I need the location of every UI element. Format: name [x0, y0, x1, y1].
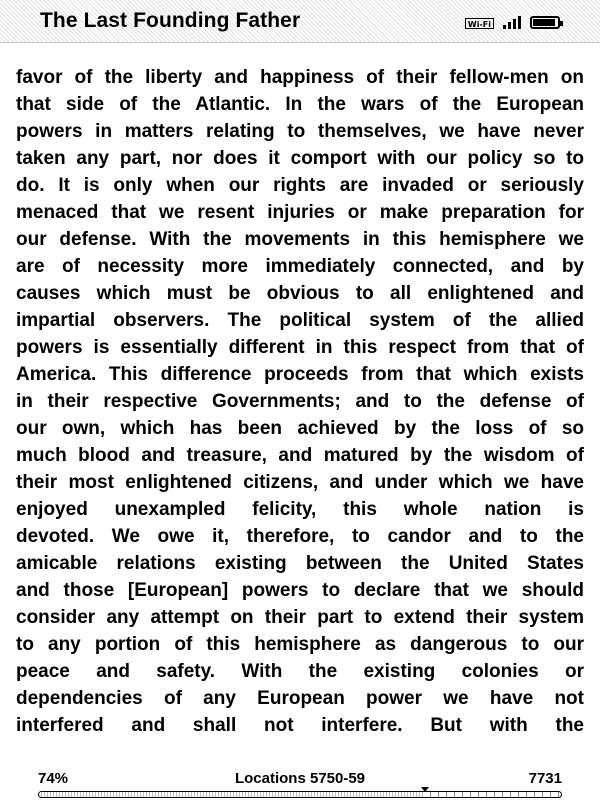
text-line: interfered and shall not interfere. But with the: [16, 715, 584, 736]
battery-icon: [530, 16, 560, 29]
text-line: peace and safety. With the existing colonies or: [16, 661, 584, 682]
text-line: favor of the liberty and happiness of their fellow-men on: [16, 67, 584, 88]
battery-fill: [533, 19, 555, 26]
progress-fill: [39, 792, 425, 797]
book-page-text[interactable]: [16, 64, 584, 739]
text-line: and those [European] powers to declare that we should: [16, 580, 584, 601]
text-line: in their respective Governments; and to the defense of: [16, 391, 584, 412]
signal-bar: [513, 19, 516, 29]
text-line: that side of the Atlantic. In the wars of the European: [16, 94, 584, 115]
percent-read: 74%: [38, 770, 69, 787]
progress-marker-icon: [421, 787, 429, 792]
text-line: consider any attempt on their part to extend their system: [16, 607, 584, 628]
text-line: impartial observers. The political system of the allied: [16, 310, 584, 331]
text-line: much blood and treasure, and matured by the wisdom of: [16, 445, 584, 466]
text-line: devoted. We owe it, therefore, to candor and to the: [16, 526, 584, 547]
battery-tip: [560, 21, 563, 26]
signal-bar: [508, 22, 511, 29]
wifi-icon: Wi-Fi: [465, 18, 494, 29]
text-line: their most enlightened citizens, and under which we have: [16, 472, 584, 493]
signal-strength-icon: [503, 15, 521, 29]
text-line: dependencies of any European power we have not: [16, 688, 584, 709]
total-locations: 7731: [528, 770, 562, 787]
text-line: do. It is only when our rights are invaded or seriously: [16, 175, 584, 196]
progress-bar[interactable]: [38, 791, 562, 798]
text-line: to any portion of this hemisphere as dangerous to our: [16, 634, 584, 655]
text-line: our defense. With the movements in this hemisphere we: [16, 229, 584, 250]
status-icons: [465, 12, 560, 29]
text-line: powers in matters relating to themselves, we have never: [16, 121, 584, 142]
text-line: are of necessity more immediately connected, and by: [16, 256, 584, 277]
book-title: The Last Founding Father: [40, 9, 301, 32]
text-line: our own, which has been achieved by the loss of so: [16, 418, 584, 439]
location-range: Locations 5750-59: [234, 770, 366, 787]
text-line: taken any part, nor does it comport with our policy so to: [16, 148, 584, 169]
status-bar: [0, 0, 600, 43]
signal-bar: [503, 25, 506, 29]
text-line: causes which must be obvious to all enlightened and: [16, 283, 584, 304]
signal-bar: [518, 16, 521, 29]
text-line: powers is essentially different in this respect from that of: [16, 337, 584, 358]
reading-progress-footer: [38, 768, 562, 798]
text-line: America. This difference proceeds from that which exists: [16, 364, 584, 385]
text-line: enjoyed unexampled felicity, this whole nation is: [16, 499, 584, 520]
text-line: menaced that we resent injuries or make preparation for: [16, 202, 584, 223]
text-line: amicable relations existing between the United States: [16, 553, 584, 574]
